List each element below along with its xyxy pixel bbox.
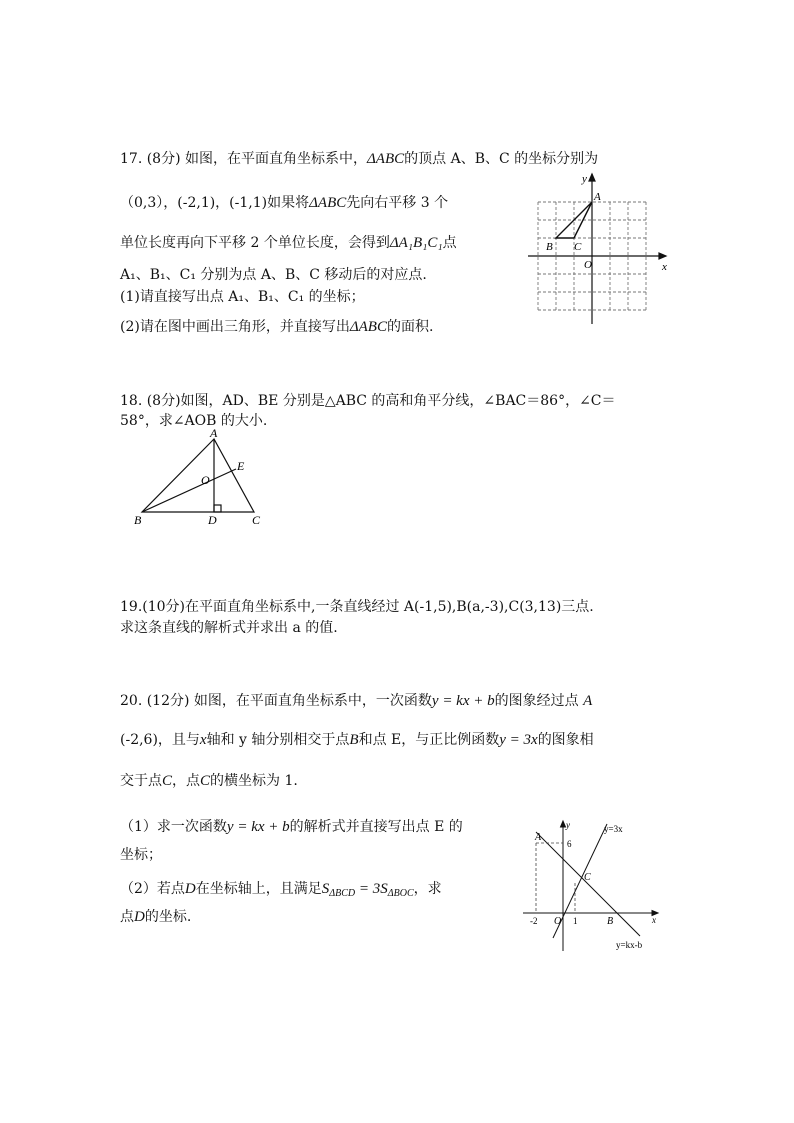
- q20-question-1: （1）求一次函数y = kx + b的解析式并直接写出点 E 的: [120, 819, 463, 835]
- origin-label: O: [554, 916, 562, 927]
- q18-line-2: 58°，求∠AOB 的大小.: [120, 413, 268, 429]
- q17-grid-figure: [522, 170, 674, 330]
- area-formula: $S_{\Delta BCD} = 3S_{\Delta BOC}$: [321, 881, 414, 899]
- label-ykxb: y=kx-b: [616, 940, 643, 950]
- q17-line-4: A₁、B₁、C₁ 分别为点 A、B、C 移动后的对应点.: [120, 267, 427, 283]
- q17-line-3: 单位长度再向下平移 2 个单位长度，会得到ΔA₁B₁C₁点: [120, 235, 457, 251]
- formula-ykxb: y = kx + b: [226, 819, 290, 835]
- q20-line-1: 20. (12分) 如图，在平面直角坐标系中，一次函数y = kx + b的图象经过点 A: [120, 693, 593, 709]
- point-b-label: B: [607, 916, 614, 927]
- y-axis-label: y: [566, 820, 570, 830]
- point-c-label: C: [574, 241, 582, 253]
- origin-label: O: [584, 259, 592, 271]
- q20-question-2: （2）若点D在坐标轴上，且满足$S_{\Delta BCD} = 3S_{\Delta BOC}$，求: [120, 881, 442, 899]
- point-c-label: C: [584, 872, 591, 883]
- tick-6: 6: [567, 839, 572, 849]
- triangle-abc: ΔABC: [309, 195, 347, 211]
- right-angle-mark: [214, 505, 221, 512]
- label-e: E: [237, 459, 245, 473]
- point-a-label: A: [535, 832, 542, 843]
- tick-neg2: -2: [530, 916, 538, 926]
- label-b: B: [134, 513, 142, 527]
- x-axis-label: x: [652, 915, 656, 925]
- q19-line-2: 求这条直线的解析式并求出 a 的值.: [120, 620, 338, 636]
- q17-question-1: (1)请直接写出点 A₁、B₁、C₁ 的坐标；: [120, 289, 365, 305]
- triangle-abc: ΔABC: [349, 319, 387, 335]
- bisector-be: [142, 469, 236, 512]
- q20-line-3: 交于点C，点C的横坐标为 1.: [120, 773, 298, 789]
- formula-y3x: y = 3x: [499, 732, 538, 748]
- x-axis-label: x: [662, 261, 667, 273]
- q20-question-1-cont: 坐标；: [120, 847, 162, 863]
- point-a-label: A: [594, 191, 601, 203]
- q17-question-2: (2)请在图中画出三角形，并直接写出ΔABC的面积.: [120, 319, 434, 335]
- y-axis-label: y: [582, 173, 587, 185]
- q18-line-1: 18. (8分)如图，AD、BE 分别是△ABC 的高和角平分线，∠BAC＝86°，∠C＝: [120, 393, 616, 409]
- q18-triangle-figure: [130, 428, 270, 528]
- triangle-abc-shape: [142, 439, 254, 512]
- label-o: O: [201, 473, 210, 487]
- q20-line-2: (-2,6)，且与x轴和 y 轴分别相交于点B和点 E，与正比例函数y = 3x的图象相: [120, 732, 594, 748]
- formula-ykxb: y = kx + b: [431, 693, 495, 709]
- label-y3x: y=3x: [604, 824, 623, 834]
- q17-line-1: 17. (8分) 如图，在平面直角坐标系中，ΔABC的顶点 A、B、C 的坐标分别为: [120, 151, 599, 167]
- q20-question-2-cont: 点D的坐标.: [120, 909, 192, 925]
- q20-graph-figure: [518, 818, 668, 953]
- tick-1: 1: [573, 916, 578, 926]
- triangle-a1b1c1: ΔA₁B₁C₁: [389, 235, 443, 251]
- label-c: C: [252, 513, 261, 527]
- q17-line-2: （0,3），(-2,1)，(-1,1)如果将ΔABC先向右平移 3 个: [120, 195, 449, 211]
- point-b-label: B: [546, 241, 553, 253]
- triangle-abc: ΔABC: [367, 151, 405, 167]
- label-d: D: [208, 513, 217, 527]
- line-kx-b: [536, 832, 640, 936]
- label-a: A: [210, 428, 218, 440]
- q19-line-1: 19.(10分)在平面直角坐标系中,一条直线经过 A(-1,5),B(a,-3),C(3,13)三点.: [120, 599, 594, 615]
